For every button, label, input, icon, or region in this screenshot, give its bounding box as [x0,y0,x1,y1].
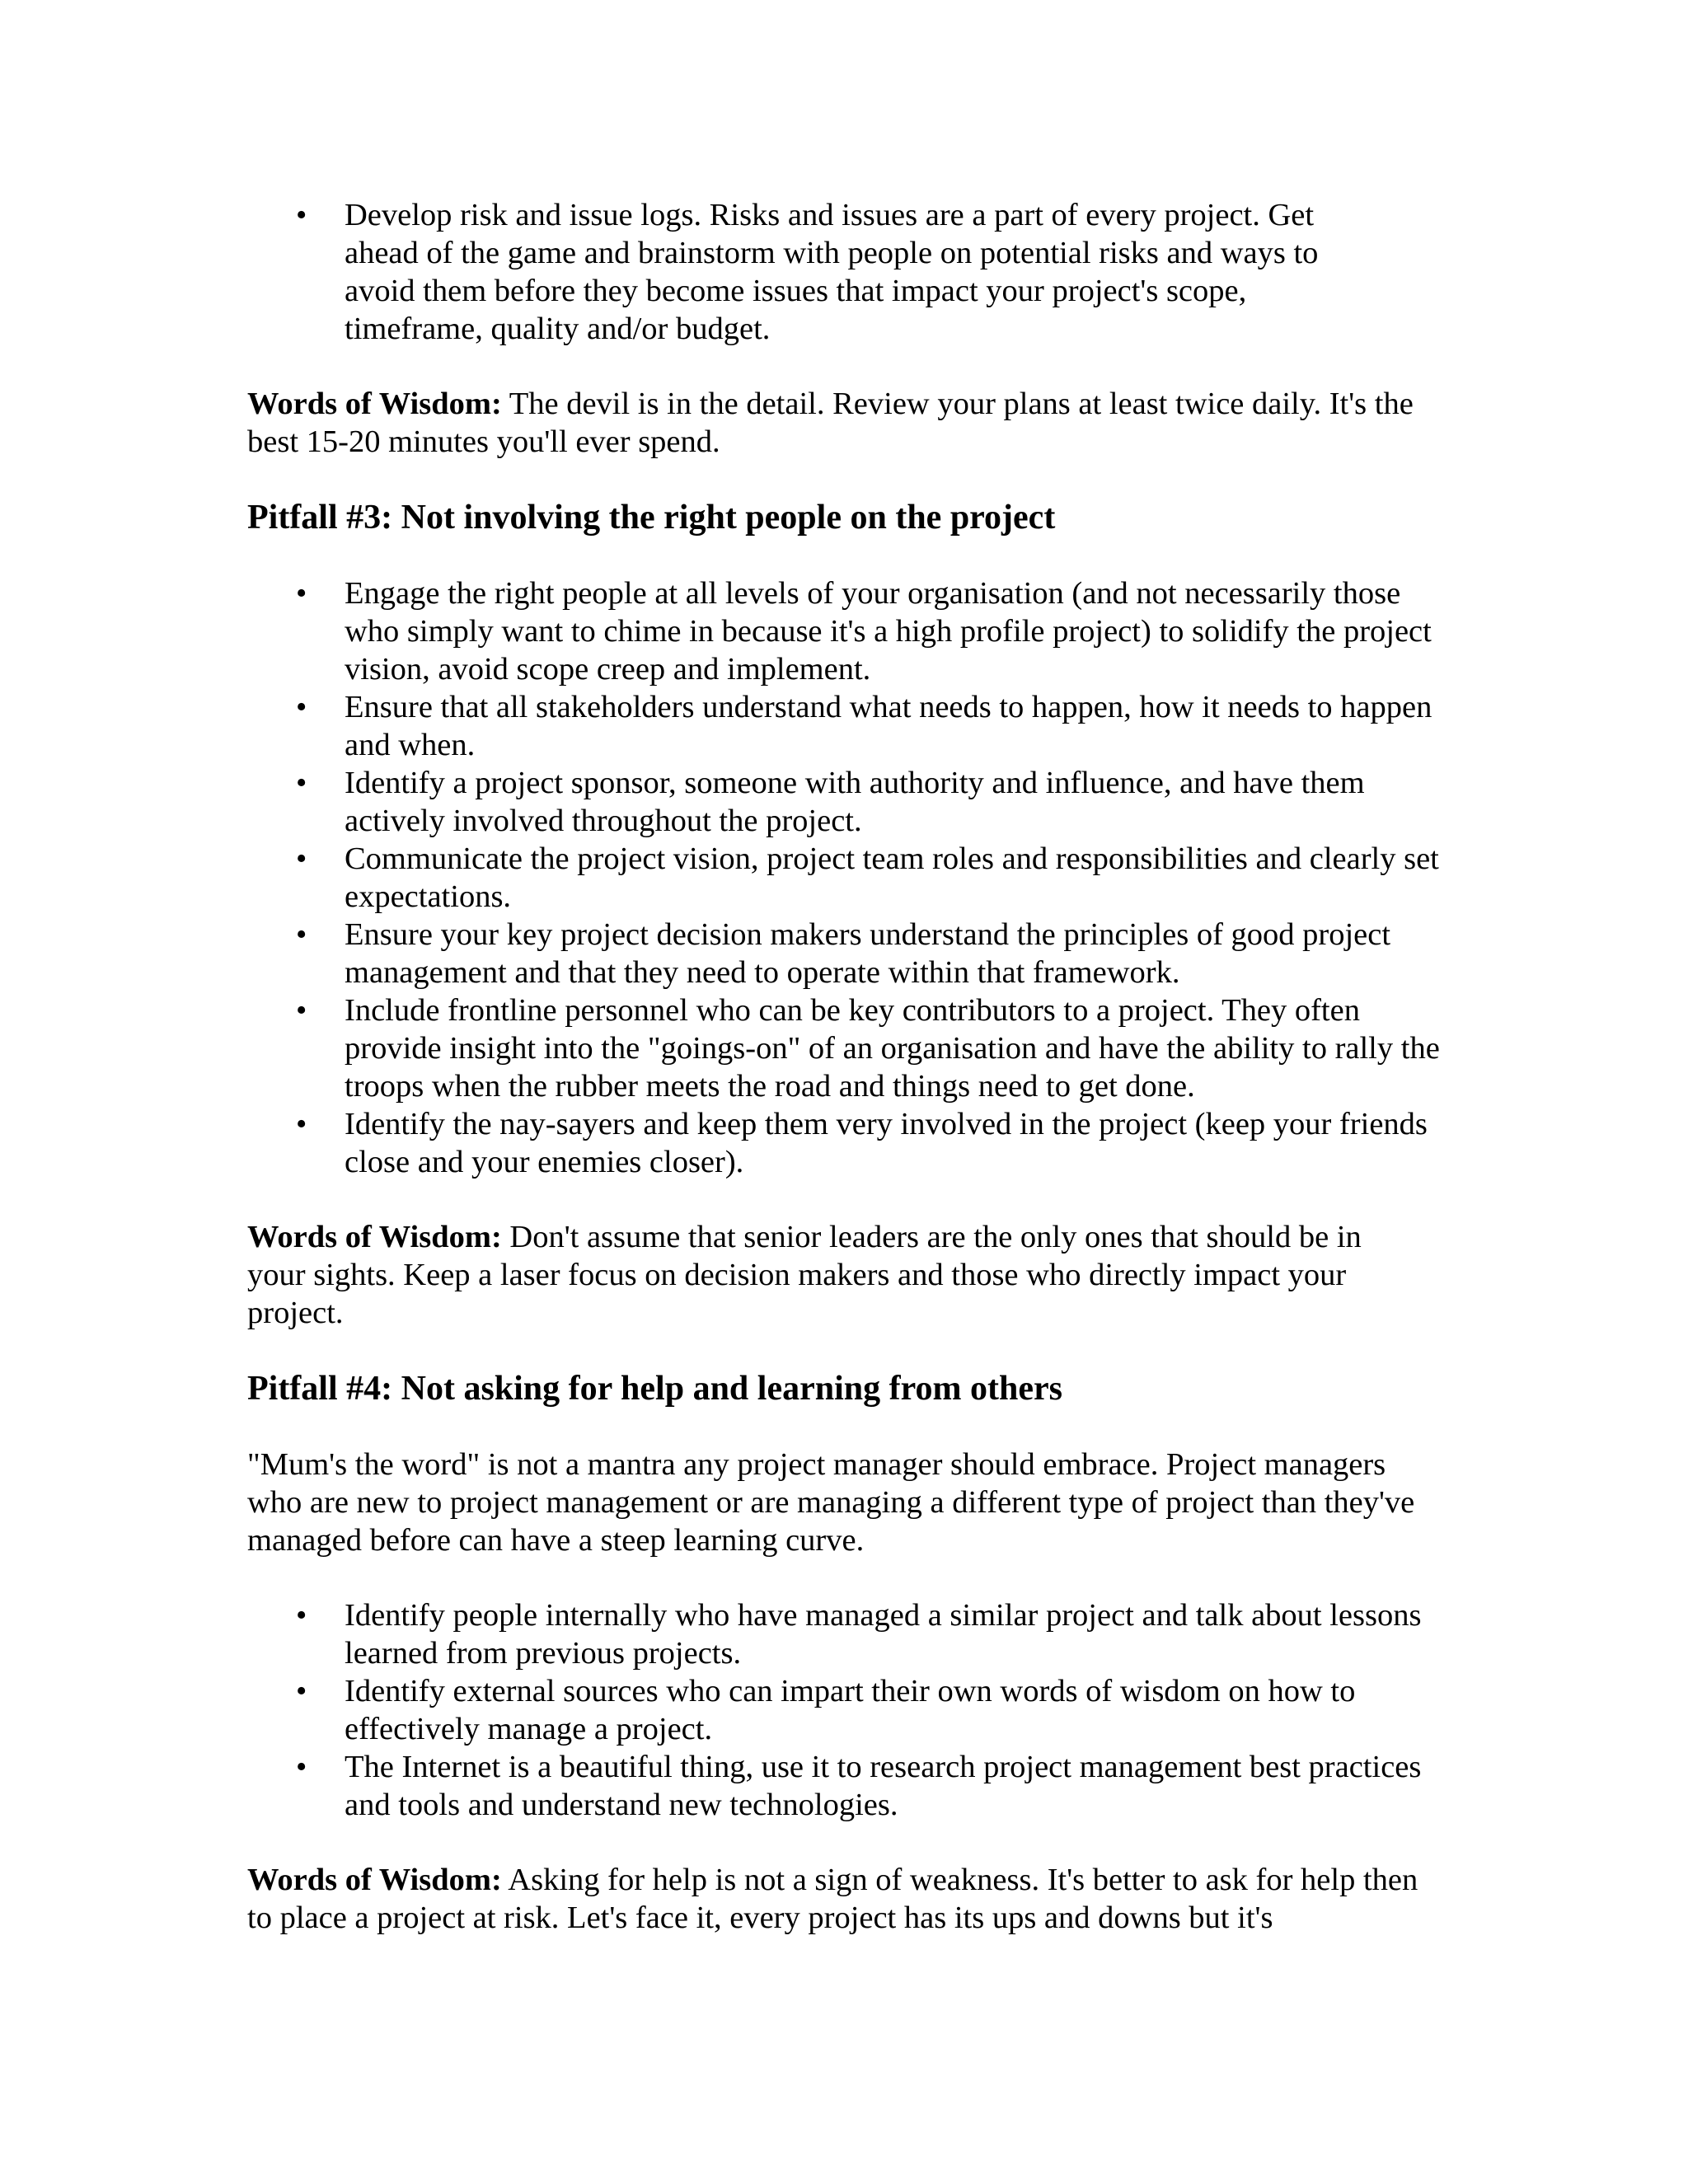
bullet-text: Identify people internally who have managed a similar project and talk about lessons learned from previous projects. [345,1598,1422,1671]
bullet-text: Identify the nay-sayers and keep them very involved in the project (keep your friends close and your enemies closer). [345,1107,1428,1179]
bullet-text: Ensure that all stakeholders understand what needs to happen, how it needs to happen and when. [345,690,1432,762]
section-heading-pitfall3: Pitfall #3: Not involving the right people on the project [247,499,1056,537]
bullet-text: Include frontline personnel who can be key contributors to a project. They often provide insight into the "goings-on" of an organisation and have the ability to rally the troops when the rubber meets the road and things need to get done. [345,993,1440,1104]
bullet-text: Engage the right people at all levels of your organisation (and not necessarily those who simply want to chime in because it's a high profile project) to solidify the project vision, avoid scope creep and implement. [345,576,1432,687]
document-page [247,196,1451,1937]
section-heading-pitfall4: Pitfall #4: Not asking for help and learning from others [247,1370,1062,1408]
wisdom-label: Words of Wisdom: [247,1863,502,1897]
bullet-list-pitfall3 [247,574,1454,1181]
bullet-icon: • [296,1750,307,1784]
bullet-text: Identify external sources who can impart their own words of wisdom on how to effectively manage a project. [345,1674,1356,1746]
bullet-text: Develop risk and issue logs. Risks and issues are a part of every project. Get ahead of the game and brainstorm with people on potential risks and ways to avoid them before they become issues that impact your project's scope, timeframe, quality and/or budget. [345,198,1319,346]
list-item [296,1748,1454,1824]
list-item [296,840,1454,916]
list-item [296,1105,1454,1181]
bullet-icon: • [296,1598,307,1633]
list-item [296,991,1454,1105]
wisdom-label: Words of Wisdom: [247,387,502,421]
bullet-text: Communicate the project vision, project team roles and responsibilities and clearly set expectations. [345,841,1439,914]
bullet-list-pitfall2 [247,196,1385,348]
wisdom-label: Words of Wisdom: [247,1220,502,1254]
bullet-icon: • [296,993,307,1028]
bullet-text: Identify a project sponsor, someone with authority and influence, and have them actively involved throughout the project. [345,766,1365,838]
bullet-icon: • [296,690,307,724]
list-item [296,916,1454,991]
bullet-icon: • [296,1674,307,1708]
words-of-wisdom-pitfall4 [247,1861,1426,1937]
list-item [296,1596,1454,1672]
words-of-wisdom-pitfall2 [247,385,1418,461]
wisdom-text: The devil is in the detail. Review your plans at least twice daily. It's the best 15-20 minutes you'll ever spend. [247,387,1414,459]
bullet-icon: • [296,198,307,232]
list-item [296,764,1454,840]
bullet-icon: • [296,917,307,952]
words-of-wisdom-pitfall3 [247,1218,1418,1332]
bullet-text: The Internet is a beautiful thing, use it to research project management best practices and tools and understand new technologies. [345,1750,1422,1822]
bullet-icon: • [296,766,307,800]
bullet-icon: • [296,576,307,611]
list-item [296,196,1385,348]
pitfall4-intro: "Mum's the word" is not a mantra any project manager should embrace. Project managers who are new to project management or are managing a different type of project than they've managed before can have a steep learning curve. [247,1447,1415,1558]
list-item [296,1672,1454,1748]
wisdom-text: Don't assume that senior leaders are the only ones that should be in your sights. Keep a laser focus on decision makers and those who directly impact your project. [247,1220,1362,1330]
bullet-list-pitfall4 [247,1596,1454,1824]
wisdom-text: Asking for help is not a sign of weakness. It's better to ask for help then to place a project at risk. Let's face it, every project has its ups and downs but it's [247,1863,1418,1935]
bullet-icon: • [296,841,307,876]
bullet-text: Ensure your key project decision makers understand the principles of good project management and that they need to operate within that framework. [345,917,1391,990]
bullet-icon: • [296,1107,307,1141]
list-item [296,688,1454,764]
list-item [296,574,1454,688]
